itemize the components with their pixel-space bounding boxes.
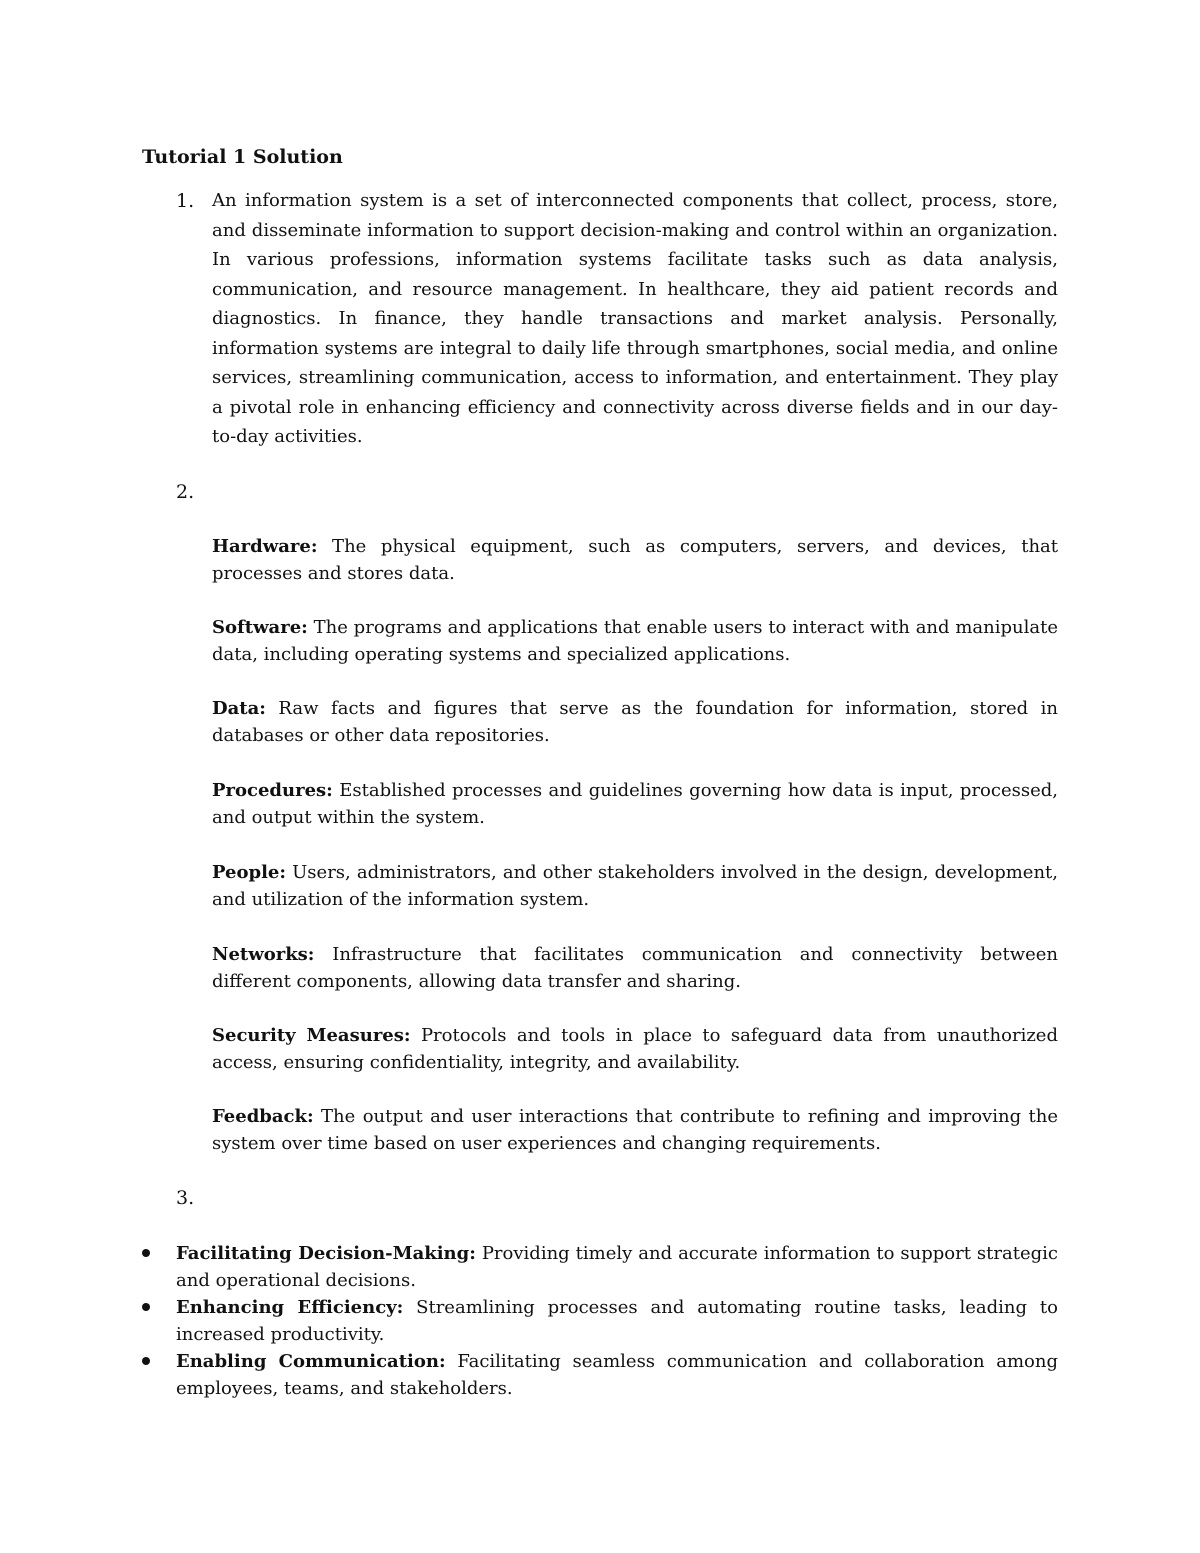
component-description: Users, administrators, and other stakeholders involved in the design, development, and utilization of the information system.	[212, 862, 1058, 910]
question-3-number: 3.	[176, 1187, 195, 1209]
component-term: Data:	[212, 698, 266, 719]
question-1-answer: An information system is a set of interconnected components that collect, process, store, and disseminate information to support decision-making and control within an organization. In various professions, information systems facilitate tasks such as data analysis, communication, and resource management. In healthcare, they aid patient records and diagnostics. In finance, they handle transactions and market analysis. Personally, information systems are integral to daily life through smartphones, social media, and online services, streamlining communication, access to information, and entertainment. They play a pivotal role in enhancing efficiency and connectivity across diverse fields and in our day-to-day activities.	[212, 190, 1058, 447]
bullet-enabling-communication	[176, 1348, 1058, 1402]
component-term: People:	[212, 862, 287, 883]
component-people	[212, 859, 1058, 913]
component-description: Infrastructure that facilitates communication and connectivity between different components, allowing data transfer and sharing.	[212, 944, 1058, 992]
component-security-measures	[212, 1022, 1058, 1076]
bullet-term: Enabling Communication:	[176, 1351, 446, 1372]
bullet-term: Facilitating Decision-Making:	[176, 1243, 476, 1264]
component-hardware	[212, 533, 1058, 587]
component-software	[212, 614, 1058, 668]
component-data	[212, 695, 1058, 749]
component-term: Hardware:	[212, 536, 318, 557]
bullet-icon	[142, 1303, 150, 1311]
document-title: Tutorial 1 Solution	[142, 146, 343, 168]
component-description: The output and user interactions that contribute to refining and improving the system over time based on user experiences and changing requirements.	[212, 1106, 1058, 1154]
component-procedures	[212, 777, 1058, 831]
bullet-description: Streamlining processes and automating routine tasks, leading to increased productivity.	[176, 1297, 1058, 1345]
bullet-icon	[142, 1357, 150, 1365]
bullet-term: Enhancing Efficiency:	[176, 1297, 404, 1318]
bullet-icon	[142, 1249, 150, 1257]
component-term: Networks:	[212, 944, 315, 965]
question-2-number: 2.	[176, 481, 195, 503]
component-description: Protocols and tools in place to safeguard data from unauthorized access, ensuring confidentiality, integrity, and availability.	[212, 1025, 1058, 1073]
component-term: Procedures:	[212, 780, 333, 801]
component-description: Raw facts and figures that serve as the foundation for information, stored in databases or other data repositories.	[212, 698, 1058, 746]
component-feedback	[212, 1103, 1058, 1157]
component-networks	[212, 941, 1058, 995]
component-term: Security Measures:	[212, 1025, 411, 1046]
bullet-description: Providing timely and accurate information to support strategic and operational decisions.	[176, 1243, 1058, 1291]
bullet-enhancing-efficiency	[176, 1294, 1058, 1348]
bullet-decision-making	[176, 1240, 1058, 1294]
component-description: The programs and applications that enable users to interact with and manipulate data, including operating systems and specialized applications.	[212, 617, 1058, 665]
component-term: Feedback:	[212, 1106, 314, 1127]
component-description: Established processes and guidelines governing how data is input, processed, and output within the system.	[212, 780, 1058, 828]
component-term: Software:	[212, 617, 308, 638]
question-1-number: 1.	[176, 190, 195, 212]
bullet-description: Facilitating seamless communication and collaboration among employees, teams, and stakeholders.	[176, 1351, 1059, 1399]
component-description: The physical equipment, such as computers, servers, and devices, that processes and stores data.	[212, 536, 1058, 584]
